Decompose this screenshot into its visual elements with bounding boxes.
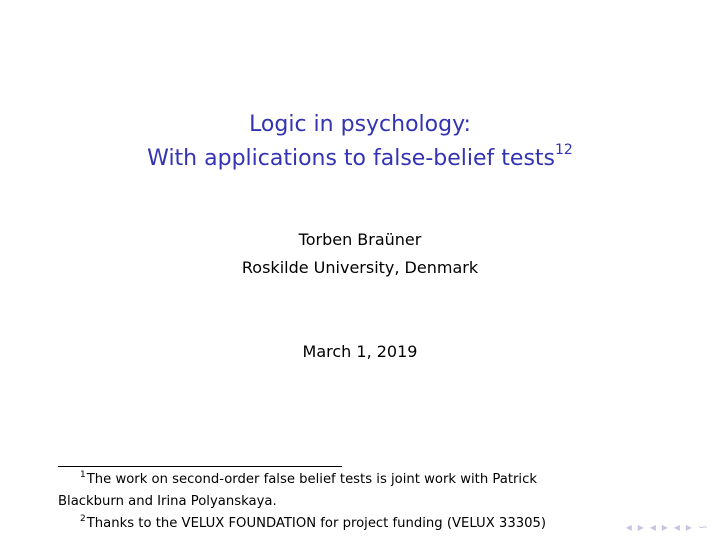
arrow-right-icon[interactable]: ▸ [637, 520, 644, 534]
title-footnote-marks: 12 [555, 142, 573, 158]
footnote-1-text-line1: The work on second-order false belief tests is joint work with Patrick [86, 472, 537, 487]
author-affiliation: Roskilde University, Denmark [241, 258, 479, 277]
footnote-1-continued: Blackburn and Irina Polyanskaya. [58, 494, 277, 509]
arrow-right-icon[interactable]: ▸ [685, 520, 692, 534]
arrow-left-icon[interactable]: ◂ [673, 520, 680, 534]
title-line-2-text: With applications to false-belief tests [147, 146, 555, 171]
footnote-1-mark: 1 [80, 470, 86, 480]
footnote-2-text: Thanks to the VELUX FOUNDATION for project funding (VELUX 33305) [86, 516, 547, 531]
beamer-navigation [626, 520, 708, 534]
author-block [0, 226, 720, 282]
author-name: Torben Braüner [298, 230, 422, 249]
presentation-date: March 1, 2019 [302, 342, 418, 361]
footnote-divider [58, 466, 342, 467]
title-line-2 [0, 142, 720, 176]
search-icon[interactable]: ∽ [697, 520, 708, 534]
arrow-left-icon[interactable]: ◂ [649, 520, 656, 534]
arrow-left-icon[interactable]: ◂ [625, 520, 632, 534]
footnote-2-mark: 2 [80, 514, 86, 524]
footnote-2 [58, 513, 658, 535]
footnote-1 [58, 469, 658, 491]
arrow-right-icon[interactable]: ▸ [661, 520, 668, 534]
title-block [0, 108, 720, 176]
title-line-1: Logic in psychology: [249, 112, 471, 137]
footnotes [58, 469, 658, 535]
